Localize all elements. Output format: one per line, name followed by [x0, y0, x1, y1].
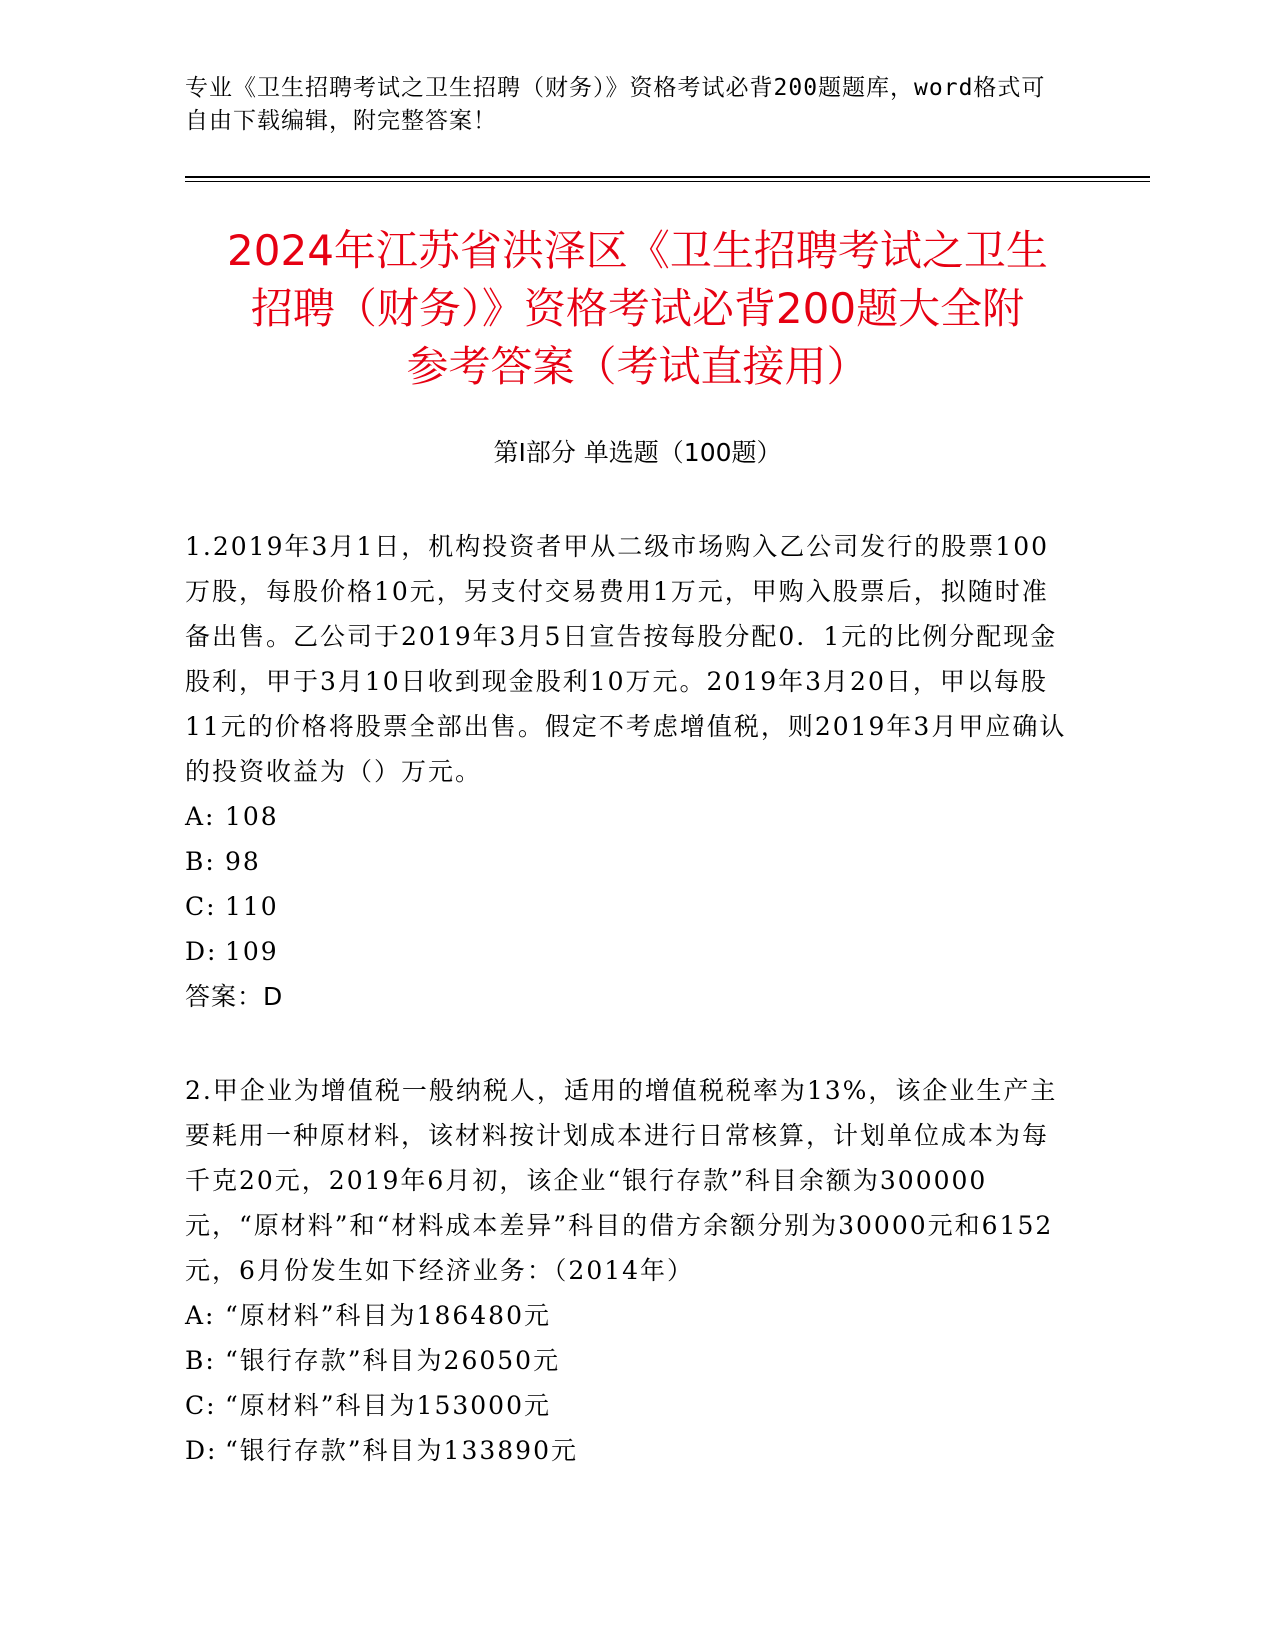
document-title [160, 222, 1115, 396]
question-1-option-c [185, 884, 1075, 929]
title-line-3: 参考答案（考试直接用） [406, 342, 869, 391]
question-2-option-a [185, 1293, 1075, 1338]
option-text: “原材料”科目为186480元 [225, 1301, 551, 1330]
option-key: C: [185, 892, 217, 921]
question-1 [185, 524, 1075, 1019]
option-text: 108 [225, 802, 279, 831]
option-key: C: [185, 1391, 217, 1420]
option-key: A: [185, 802, 216, 831]
option-text: “银行存款”科目为26050元 [225, 1346, 561, 1375]
option-text: 109 [225, 937, 279, 966]
option-key: B: [185, 1346, 216, 1375]
header-rule-thin [185, 181, 1150, 182]
question-2-stem: 2.甲企业为增值税一般纳税人，适用的增值税税率为13%，该企业生产主要耗用一种原材料，该材料按计划成本进行日常核算，计划单位成本为每千克20元，2019年6月初，该企业“银行存款”科目余额为300000元，“原材料”和“材料成本差异”科目的借方余额分别为30000元和6152元，6月份发生如下经济业务：（2014年） [185, 1076, 1058, 1285]
header-rule-thick [185, 176, 1150, 178]
option-text: 110 [225, 892, 279, 921]
option-text: “银行存款”科目为133890元 [225, 1436, 578, 1465]
question-1-stem: 1.2019年3月1日，机构投资者甲从二级市场购入乙公司发行的股票100万股，每股价格10元，另支付交易费用1万元，甲购入股票后，拟随时准备出售。乙公司于2019年3月5日宣告按每股分配0．1元的比例分配现金股利，甲于3月10日收到现金股利10万元。2019年3月20日，甲以每股11元的价格将股票全部出售。假定不考虑增值税，则2019年3月甲应确认的投资收益为（）万元。 [185, 532, 1067, 786]
option-text: 98 [225, 847, 261, 876]
option-key: D: [185, 937, 218, 966]
question-1-option-b [185, 839, 1075, 884]
question-1-option-d [185, 929, 1075, 974]
question-2-option-c [185, 1383, 1075, 1428]
title-line-2: 招聘（财务）》资格考试必背200题大全附 [250, 284, 1025, 333]
question-1-option-a [185, 794, 1075, 839]
question-2-option-b [185, 1338, 1075, 1383]
question-2 [185, 1068, 1075, 1473]
question-2-option-d [185, 1428, 1075, 1473]
option-key: A: [185, 1301, 216, 1330]
section-title: 第Ⅰ部分 单选题（100题） [493, 438, 782, 467]
option-key: B: [185, 847, 216, 876]
header-note: 专业《卫生招聘考试之卫生招聘（财务）》资格考试必背200题题库，word格式可自由下载编辑，附完整答案！ [185, 75, 1046, 134]
question-1-answer: 答案：D [185, 982, 284, 1011]
title-line-1: 2024年江苏省洪泽区《卫生招聘考试之卫生 [227, 226, 1048, 275]
option-key: D: [185, 1436, 218, 1465]
option-text: “原材料”科目为153000元 [225, 1391, 551, 1420]
